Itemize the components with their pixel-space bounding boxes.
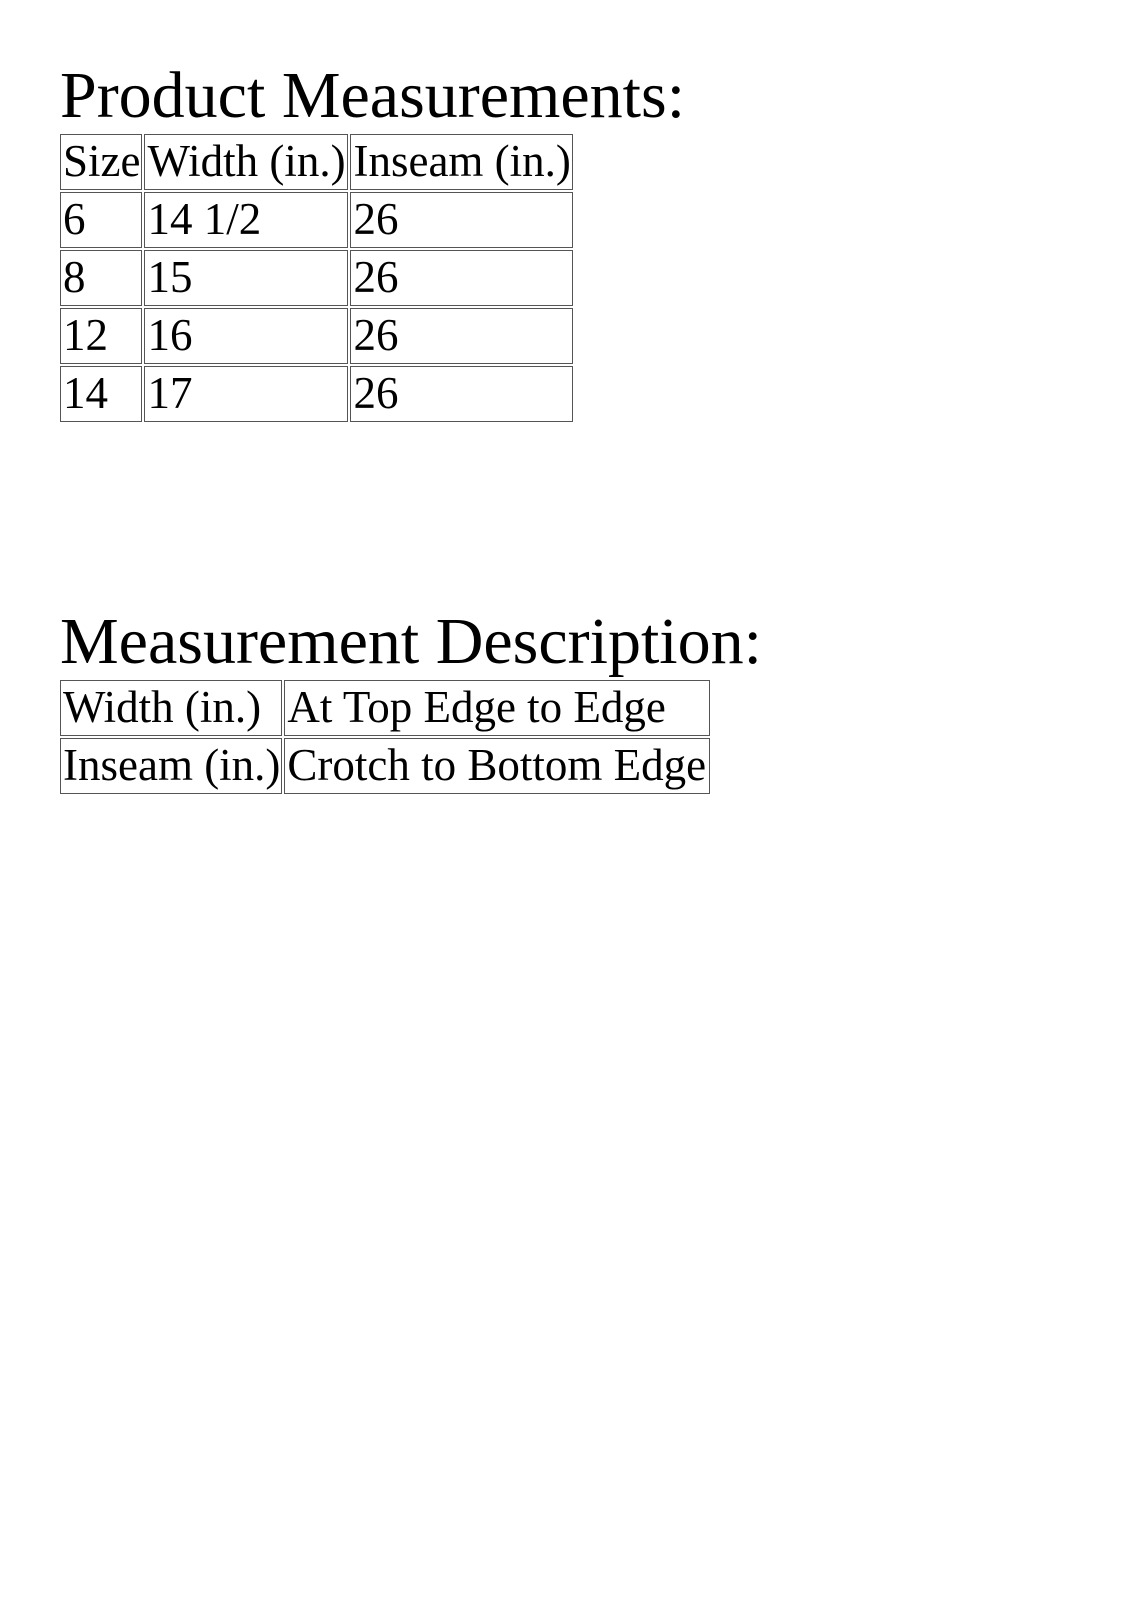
cell-inseam: 26 xyxy=(350,308,572,364)
cell-size: 14 xyxy=(60,366,142,422)
cell-width: 15 xyxy=(144,250,348,306)
table-row xyxy=(60,250,573,306)
cell-inseam: 26 xyxy=(350,192,572,248)
header-width: Width (in.) xyxy=(144,134,348,190)
cell-width: 17 xyxy=(144,366,348,422)
cell-inseam: 26 xyxy=(350,250,572,306)
table-row xyxy=(60,680,710,736)
cell-measure-description: At Top Edge to Edge xyxy=(284,680,710,736)
table-row xyxy=(60,308,573,364)
cell-size: 6 xyxy=(60,192,142,248)
cell-width: 14 1/2 xyxy=(144,192,348,248)
cell-inseam: 26 xyxy=(350,366,572,422)
cell-measure-name: Inseam (in.) xyxy=(60,738,282,794)
description-table xyxy=(58,678,712,796)
table-row xyxy=(60,366,573,422)
table-header-row xyxy=(60,134,573,190)
measurement-description-heading: Measurement Description: xyxy=(60,605,762,678)
product-measurements-heading: Product Measurements: xyxy=(60,59,686,132)
cell-measure-description: Crotch to Bottom Edge xyxy=(284,738,710,794)
header-inseam: Inseam (in.) xyxy=(350,134,572,190)
product-measurements-section xyxy=(60,60,685,424)
cell-width: 16 xyxy=(144,308,348,364)
cell-size: 12 xyxy=(60,308,142,364)
cell-measure-name: Width (in.) xyxy=(60,680,282,736)
table-row xyxy=(60,738,710,794)
measurements-table xyxy=(58,132,575,424)
table-row xyxy=(60,192,573,248)
cell-size: 8 xyxy=(60,250,142,306)
measurement-description-section xyxy=(60,606,762,796)
header-size: Size xyxy=(60,134,142,190)
